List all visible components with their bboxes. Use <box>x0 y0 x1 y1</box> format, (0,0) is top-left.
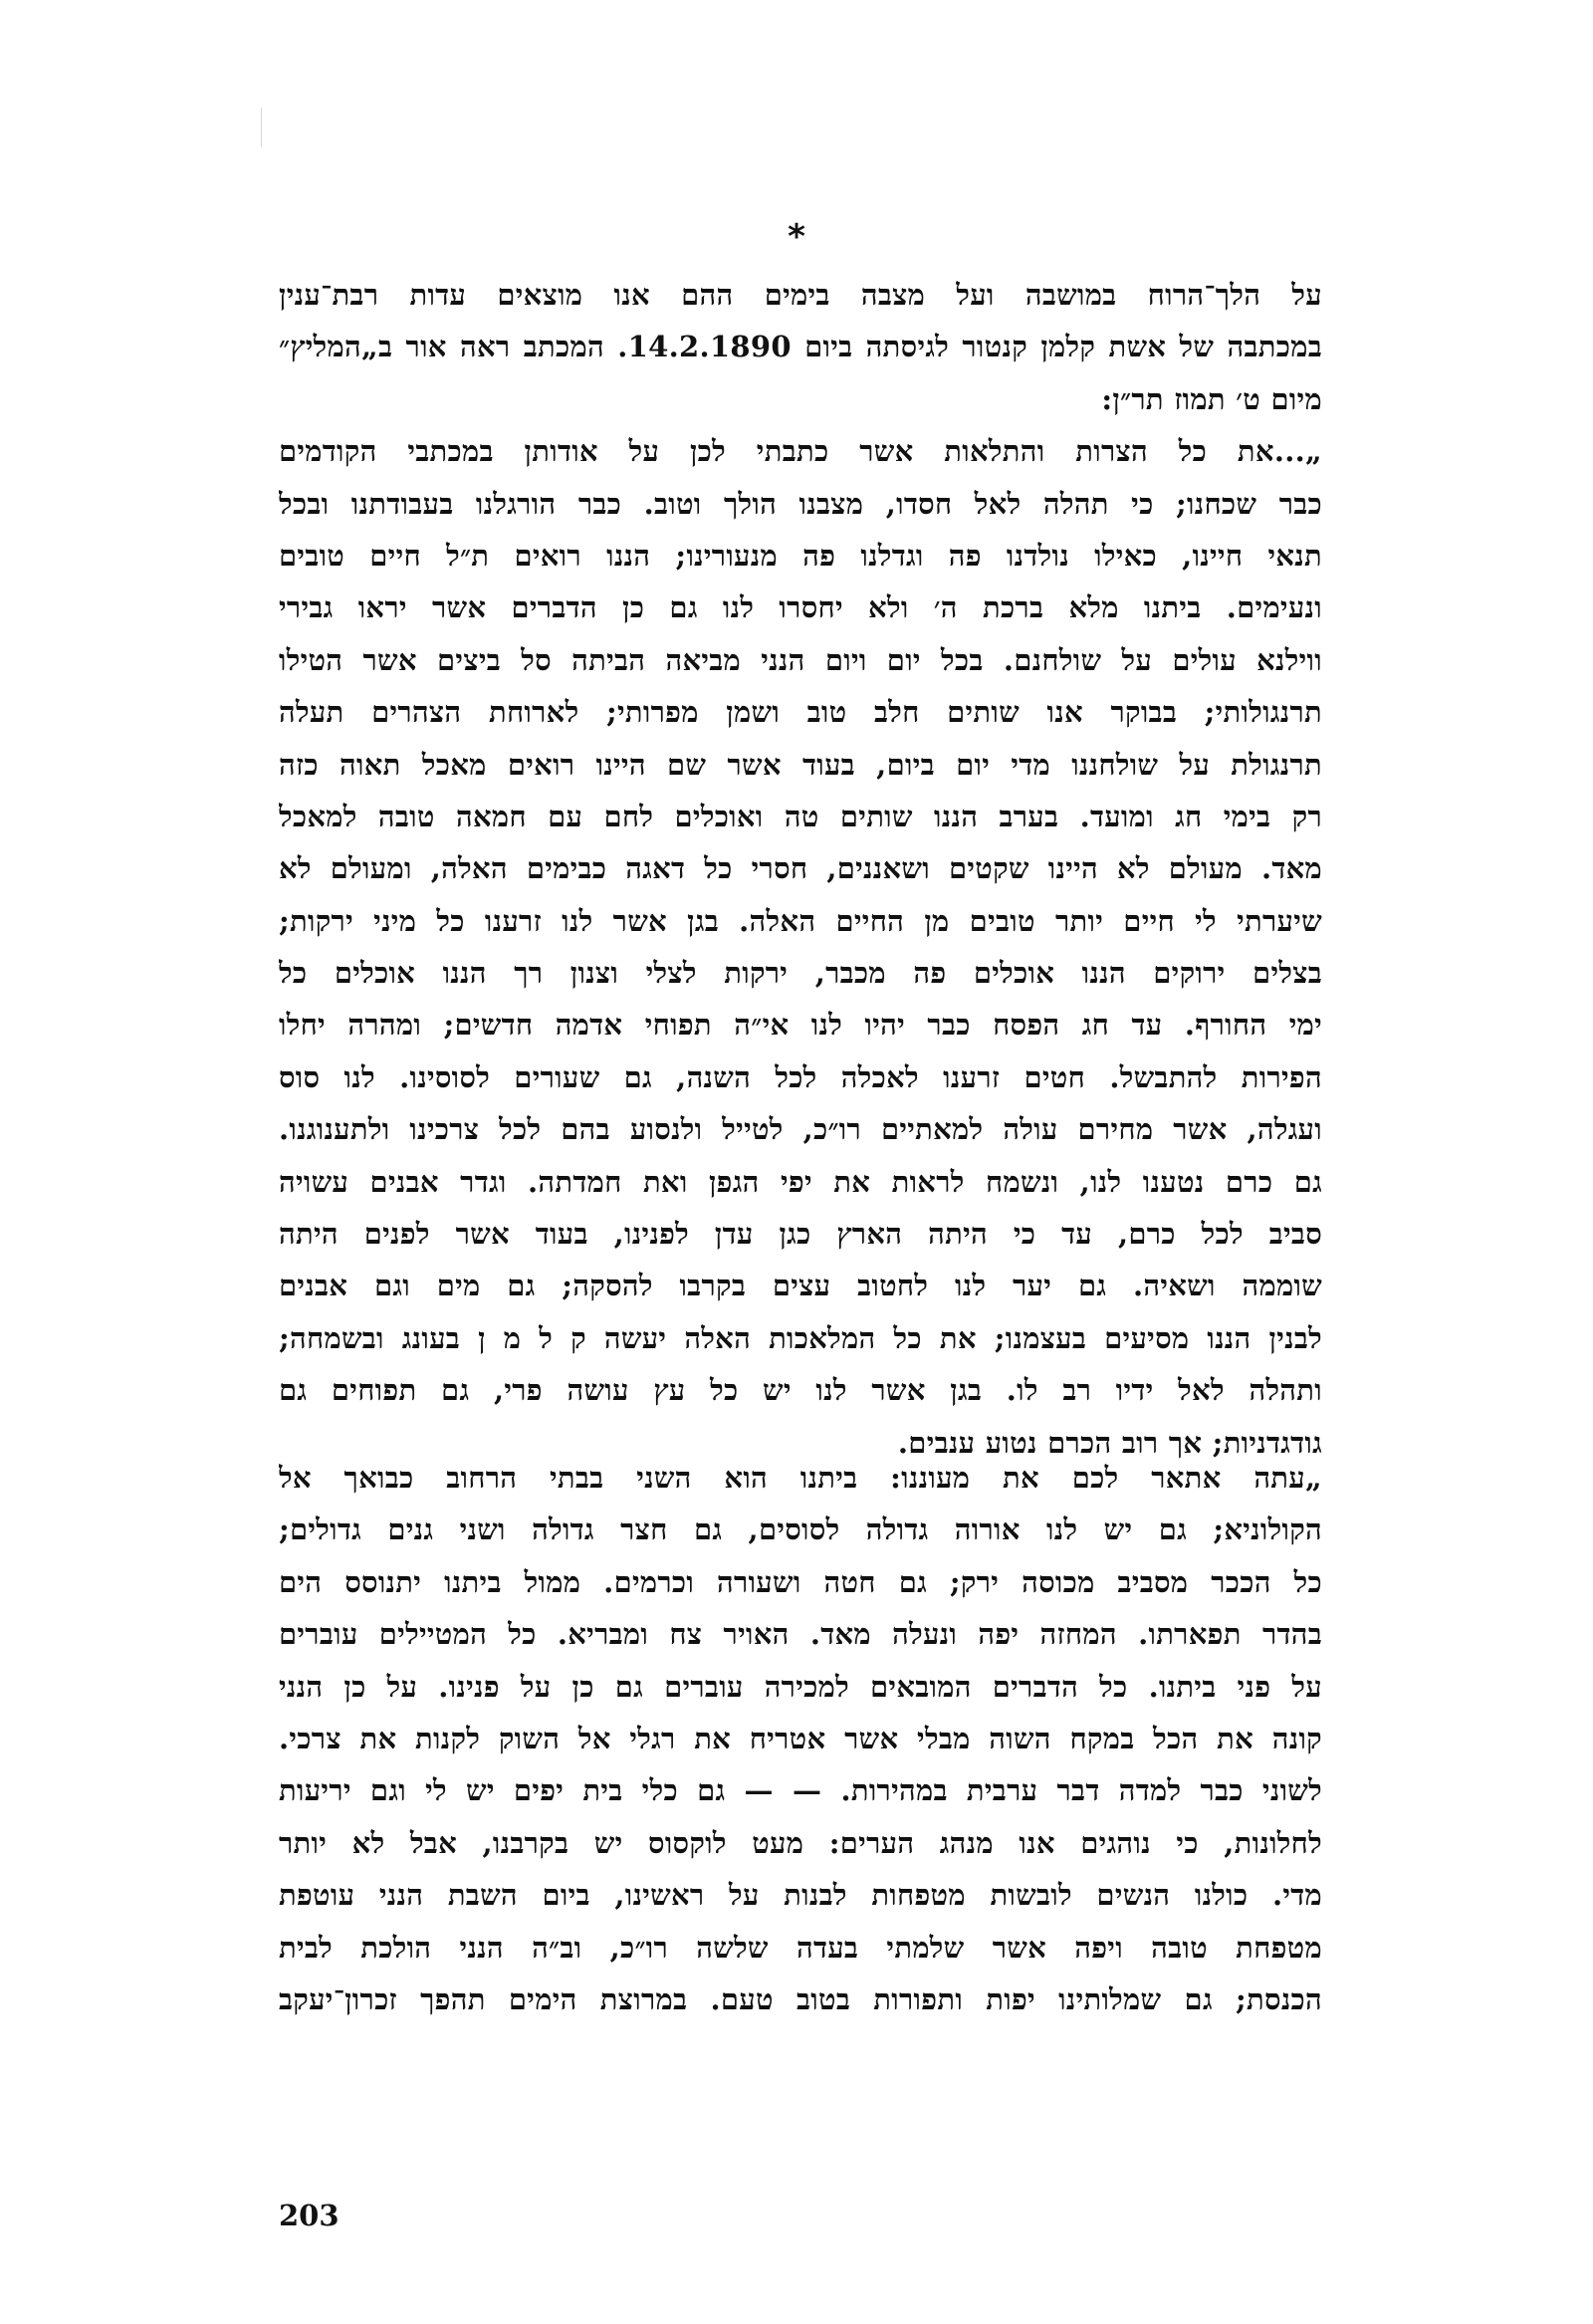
text-line: גודגדניות; אך רוב הכרם נטוע ענבים. <box>897 1425 1322 1460</box>
text-line: מאד. מעולם לא היינו שקטים ושאננים, חסרי כל דאגה כבימים האלה, ומעולם לא <box>279 851 1322 886</box>
scan-mark <box>261 108 262 147</box>
text-line: מדי. כולנו הנשים לובשות מטפחות לבנות על ראשינו, ביום השבת הנני עוטפת <box>279 1878 1322 1913</box>
text-line: במכתבה של אשת קלמן קנטור לגיסתה ביום 14.2.1890. המכתב ראה אור ב„המליץ״ <box>279 330 1322 364</box>
intro-paragraph <box>279 269 1322 1469</box>
text-line: סביב לכל כרם, עד כי היתה הארץ כגן עדן לפנינו, בעוד אשר לפנים היתה <box>279 1217 1322 1252</box>
text-line: ותהלה לאל ידיו רב לו. בגן אשר לנו יש כל עץ עושה פרי, גם תפוחים גם <box>279 1373 1322 1408</box>
text-line: תרנגולותי; בבוקר אנו שותים חלב טוב ושמן מפרותי; לארוחת הצהרים תעלה <box>279 695 1322 730</box>
text-line: תרנגולת על שולחננו מדי יום ביום, בעוד אשר שם היינו רואים מאכל תאוה כזה <box>279 747 1322 782</box>
text-line: מיום ט׳ תמוז תר״ן: <box>1101 381 1322 416</box>
text-line: רק בימי חג ומועד. בערב הננו שותים טה ואוכלים לחם עם חמאה טובה למאכל <box>279 799 1322 833</box>
text-line: על הלך־הרוח במושבה ועל מצבה בימים ההם אנו מוצאים עדות רבת־ענין <box>279 278 1322 312</box>
text-line: ווילנא עולים על שולחנם. בכל יום ויום הנני מביאה הביתה סל ביצים אשר הטילו <box>279 642 1322 677</box>
text-line: שוממה ושאיה. גם יער לנו לחטוב עצים בקרבו להסקה; גם מים וגם אבנים <box>279 1269 1322 1303</box>
text-line: קונה את הכל במקח השוה מבלי אשר אטריח את רגלי אל השוק לקנות את צרכי. <box>279 1721 1322 1755</box>
text-line: הקולוניא; גם יש לנו אורוה גדולה לסוסים, גם חצר גדולה ושני גנים גדולים; <box>279 1512 1322 1547</box>
page-number: 203 <box>279 2199 340 2232</box>
text-line: ימי החורף. עד חג הפסח כבר יהיו לנו אי״ה תפוחי אדמה חדשים; ומהרה יחלו <box>279 1008 1322 1043</box>
text-line: „עתה אתאר לכם את מעוננו: ביתנו הוא השני בבתי הרחוב כבואך אל <box>279 1461 1322 1495</box>
text-line: כבר שכחנו; כי תהלה לאל חסדו, מצבנו הולך וטוב. כבר הורגלנו בעבודתנו ובכל <box>279 486 1322 521</box>
text-line: הפירות להתבשל. חטים זרענו לאכלה לכל השנה, גם שעורים לסוסינו. לנו סוס <box>279 1059 1322 1094</box>
text-line: על פני ביתנו. כל הדברים המובאים למכירה עוברים גם כן על פנינו. על כן הנני <box>279 1669 1322 1704</box>
text-line: הכנסת; גם שמלותינו יפות ותפורות בטוב טעם. במרוצת הימים תהפך זכרון־יעקב <box>279 1981 1322 2016</box>
text-line: בהדר תפארתו. המחזה יפה ונעלה מאד. האויר צח ומבריא. כל המטיילים עוברים <box>279 1617 1322 1652</box>
description-paragraph <box>279 1452 1322 2025</box>
text-line: לשוני כבר למדה דבר ערבית במהירות. — — גם כלי בית יפים יש לי וגם יריעות <box>279 1773 1322 1808</box>
text-line: תנאי חיינו, כאילו נולדנו פה וגדלנו פה מנעורינו; הננו רואים ת״ל חיים טובים <box>279 538 1322 573</box>
text-line: כל הככר מסביב מכוסה ירק; גם חטה ושעורה וכרמים. ממול ביתנו יתנוסס הים <box>279 1564 1322 1599</box>
text-line: בצלים ירוקים הננו אוכלים פה מכבר, ירקות לצלי וצנון רך הננו אוכלים כל <box>279 956 1322 991</box>
text-line: מטפחת טובה ויפה אשר שלמתי בעדה שלשה רו״כ, וב״ה הנני הולכת לבית <box>279 1930 1322 1965</box>
text-line: גם כרם נטענו לנו, ונשמח לראות את יפי הגפן ואת חמדתה. וגדר אבנים עשויה <box>279 1164 1322 1199</box>
text-line: ונעימים. ביתנו מלא ברכת ה׳ ולא יחסרו לנו גם כן הדברים אשר יראו גבירי <box>279 590 1322 625</box>
text-line: לחלונות, כי נוהגים אנו מנהג הערים: מעט לוקסוס יש בקרבנו, אבל לא יותר <box>279 1825 1322 1860</box>
section-separator: * <box>788 217 805 257</box>
text-line: שיערתי לי חיים יותר טובים מן החיים האלה. בגן אשר לנו זרענו כל מיני ירקות; <box>279 903 1322 938</box>
text-line: לבנין הננו מסיעים בעצמנו; את כל המלאכות האלה יעשה ק ל מ ן בעונג ובשמחה; <box>279 1320 1322 1355</box>
text-line: ועגלה, אשר מחירם עולה למאתיים רו״כ, לטייל ולנסוע בהם לכל צרכינו ולתענוגנו. <box>279 1112 1322 1147</box>
text-line: „...את כל הצרות והתלאות אשר כתבתי לכן על אודותן במכתבי הקודמים <box>279 434 1322 469</box>
